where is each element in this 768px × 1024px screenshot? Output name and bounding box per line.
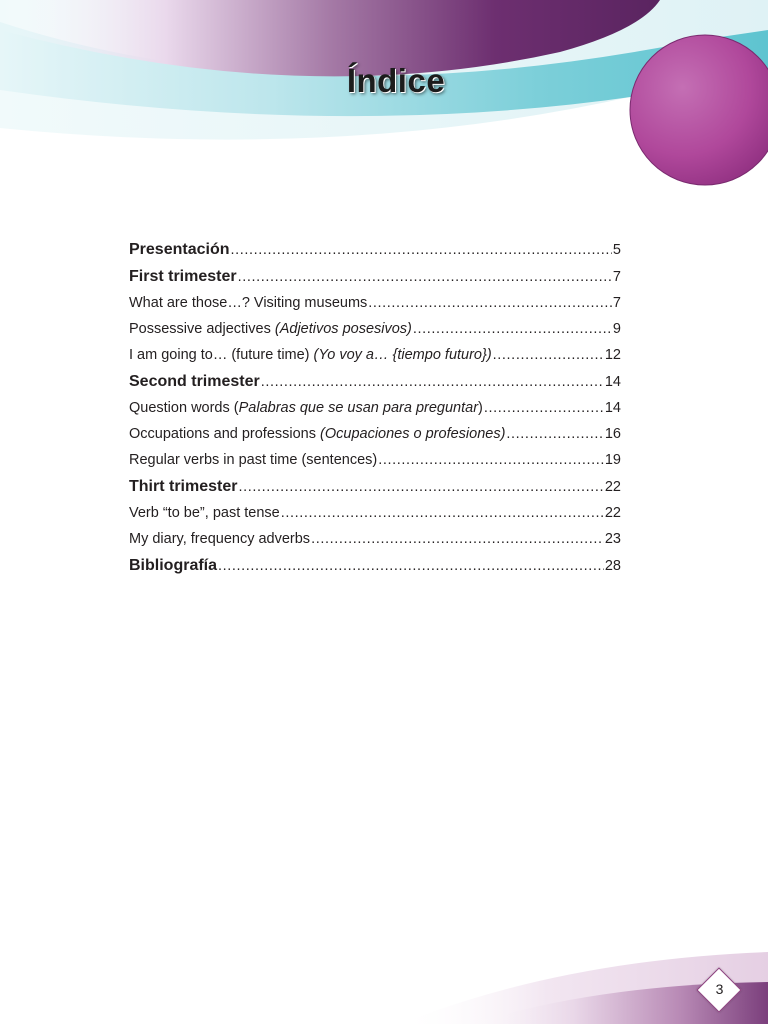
- toc-entry-label: Bibliografía: [129, 557, 218, 574]
- toc-entry[interactable]: [129, 290, 621, 316]
- dot-leader: [378, 447, 604, 473]
- toc-entry[interactable]: [129, 526, 621, 552]
- toc-entry-label: What are those…? Visiting museums: [129, 295, 368, 311]
- toc-entry[interactable]: [129, 447, 621, 473]
- toc-entry-label: Occupations and professions (Ocupaciones o profesiones): [129, 426, 506, 442]
- toc-entry-page: 14: [604, 374, 621, 390]
- toc-entry[interactable]: [129, 342, 621, 368]
- dot-leader: [493, 342, 604, 368]
- toc-entry-page: 22: [604, 505, 621, 521]
- dot-leader: [218, 553, 604, 580]
- dot-leader: [368, 290, 612, 316]
- toc-entry-page: 9: [612, 321, 621, 337]
- toc-entry[interactable]: [129, 368, 621, 395]
- toc-entry-page: 7: [612, 269, 621, 285]
- toc-entry-label: Regular verbs in past time (sentences): [129, 452, 378, 468]
- toc-entry-page: 12: [604, 347, 621, 363]
- toc-entry-page: 7: [612, 295, 621, 311]
- dot-leader: [230, 237, 611, 264]
- toc-entry-label: Verb “to be”, past tense: [129, 505, 280, 521]
- footer-decoration: [0, 940, 768, 1024]
- dot-leader: [311, 526, 604, 552]
- dot-leader: [506, 421, 603, 447]
- toc-entry[interactable]: [129, 473, 621, 500]
- header-decoration: [0, 0, 768, 200]
- toc-entry-label: I am going to… (future time) (Yo voy a… {tiempo futuro}): [129, 347, 492, 363]
- toc-entry[interactable]: [129, 552, 621, 579]
- toc-entry-page: 28: [604, 558, 621, 574]
- dot-leader: [484, 395, 604, 421]
- toc-entry-page: 23: [604, 531, 621, 547]
- toc-entry[interactable]: [129, 395, 621, 421]
- toc-entry-page: 19: [604, 452, 621, 468]
- toc-entry-label: Question words (Palabras que se usan para preguntar): [129, 400, 483, 416]
- toc-entry-label: Presentación: [129, 241, 230, 258]
- dot-leader: [238, 474, 603, 501]
- toc-entry-page: 16: [604, 426, 621, 442]
- toc-entry-label: Second trimester: [129, 373, 260, 390]
- toc-entry-label: Thirt trimester: [129, 478, 238, 495]
- toc-entry-page: 22: [604, 479, 621, 495]
- toc-entry-label: Possessive adjectives (Adjetivos posesivos): [129, 321, 412, 337]
- dot-leader: [238, 264, 612, 291]
- toc-entry-page: 5: [612, 242, 621, 258]
- toc-entry[interactable]: [129, 500, 621, 526]
- dot-leader: [413, 316, 612, 342]
- table-of-contents: [129, 236, 621, 579]
- toc-entry[interactable]: [129, 421, 621, 447]
- toc-entry[interactable]: [129, 316, 621, 342]
- toc-entry-label: First trimester: [129, 268, 237, 285]
- page-title: Índice: [346, 62, 446, 99]
- page-number: 3: [715, 981, 724, 997]
- toc-entry[interactable]: [129, 236, 621, 263]
- dot-leader: [281, 500, 604, 526]
- toc-entry[interactable]: [129, 263, 621, 290]
- toc-entry-page: 14: [604, 400, 621, 416]
- toc-entry-label: My diary, frequency adverbs: [129, 531, 311, 547]
- dot-leader: [261, 369, 604, 396]
